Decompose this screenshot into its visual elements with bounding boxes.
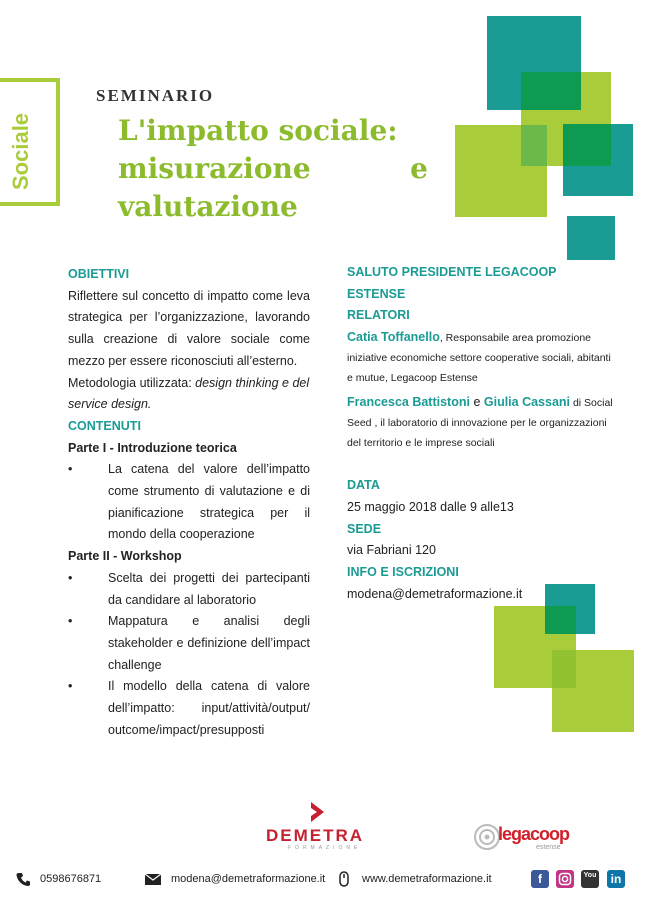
legacoop-subtitle: estense xyxy=(536,844,561,851)
list-item xyxy=(68,676,310,741)
bullet-text: La catena del valore dell’impatto come strumento di valutazione e di pianificazione strategica per il mondo della cooperazione xyxy=(108,462,310,542)
footer-email[interactable]: modena@demetraformazione.it xyxy=(171,873,326,885)
deco-square-lime-bottom-overlap xyxy=(552,650,576,688)
title-line-2a: misurazione xyxy=(118,152,311,185)
bullet-mark: • xyxy=(68,462,73,477)
saluto-heading: SALUTO PRESIDENTE LEGACOOP ESTENSE xyxy=(347,265,557,301)
sede-value: via Fabriani 120 xyxy=(347,543,436,558)
title-line-2 xyxy=(118,150,428,188)
demetra-logo xyxy=(266,800,366,852)
title-line-2b: e xyxy=(410,152,428,185)
instagram-icon[interactable] xyxy=(556,870,574,888)
list-item xyxy=(68,611,310,676)
relatore-1-name: Catia Toffanello xyxy=(347,330,440,345)
info-email[interactable]: modena@demetraformazione.it xyxy=(347,586,523,601)
data-heading: DATA xyxy=(347,478,380,493)
relatore-2-and: e xyxy=(469,395,484,410)
relatore-2-desc: di Social Seed , il laboratorio di innovazione per le organizzazioni del territorio e le imprese sociali xyxy=(347,397,613,450)
facebook-icon[interactable]: f xyxy=(531,870,549,888)
relatore-2-name-b: Giulia Cassani xyxy=(483,395,571,410)
demetra-wordmark: DEMETRA xyxy=(266,826,365,845)
page-title xyxy=(118,112,438,226)
linkedin-icon[interactable]: in xyxy=(607,870,625,888)
seminar-kicker: SEMINARIO xyxy=(96,86,215,105)
footer xyxy=(0,866,652,894)
data-value: 25 maggio 2018 dalle 9 alle13 xyxy=(347,499,514,514)
metodologia-italic: design thinking e del service design. xyxy=(68,375,310,412)
contenuti-heading: CONTENUTI xyxy=(68,418,141,433)
parte-1-heading: Parte I - Introduzione teorica xyxy=(68,440,237,455)
demetra-mark-icon xyxy=(308,800,328,824)
spacer xyxy=(347,453,617,475)
deco-square-green-overlap-2 xyxy=(563,124,611,166)
obiettivi-heading: OBIETTIVI xyxy=(68,267,130,281)
relatore-2 xyxy=(347,392,617,453)
info-heading: INFO E ISCRIZIONI xyxy=(347,564,459,579)
right-column xyxy=(347,262,617,605)
youtube-icon[interactable]: You xyxy=(581,870,599,888)
obiettivi-text: Riflettere sul concetto di impatto come leva strategica per l’organizzazione, lavorando sulla creazione di valore sociale come mezzo per essere riconosciuti all’esterno. xyxy=(68,288,310,368)
instagram-glyph xyxy=(556,870,574,888)
bullet-mark: • xyxy=(68,570,73,585)
mail-icon xyxy=(145,874,161,885)
footer-phone[interactable]: 0598676871 xyxy=(40,873,102,885)
parte-2-heading: Parte II - Workshop xyxy=(68,549,182,564)
footer-website[interactable]: www.demetraformazione.it xyxy=(362,873,492,885)
bullet-mark: • xyxy=(68,679,73,694)
legacoop-wordmark: legacoop xyxy=(498,824,570,844)
relatore-1-desc: , Responsabile area promozione iniziative economiche settore cooperative sociali, abitanti e mutue, Legacoop Estense xyxy=(347,332,611,385)
deco-square-lime-lower-overlap xyxy=(521,125,547,166)
bullet-text: Il modello della catena di valore dell’impatto: input/attività/output/ outcome/impact/presupposti xyxy=(108,679,310,737)
side-tab-label: Sociale xyxy=(8,112,33,190)
title-line-3: valutazione xyxy=(118,190,298,223)
title-line-1: L'impatto sociale: xyxy=(118,114,398,147)
relatore-2-name-a: Francesca Battistoni xyxy=(347,395,470,410)
legacoop-logo xyxy=(472,822,582,856)
bullet-text: Mappatura e analisi degli stakeholder e definizione dell’impact challenge xyxy=(108,614,310,672)
deco-square-teal-small xyxy=(567,216,615,260)
mouse-icon xyxy=(339,871,349,887)
metodologia-prefix: Metodologia utilizzata: xyxy=(68,375,196,390)
relatore-1 xyxy=(347,327,617,388)
demetra-subtitle: FORMAZIONE xyxy=(288,845,362,851)
phone-icon xyxy=(16,872,30,886)
metodologia-text xyxy=(68,373,310,416)
deco-square-green-overlap xyxy=(521,72,581,110)
bullet-mark: • xyxy=(68,614,73,629)
list-item xyxy=(68,459,310,546)
list-item xyxy=(68,568,310,611)
deco-square-green-mid-overlap xyxy=(545,606,576,634)
sede-heading: SEDE xyxy=(347,521,382,536)
left-column xyxy=(68,264,310,741)
bullet-text: Scelta dei progetti dei partecipanti da candidare al laboratorio xyxy=(108,570,310,607)
relatori-heading: RELATORI xyxy=(347,308,410,323)
